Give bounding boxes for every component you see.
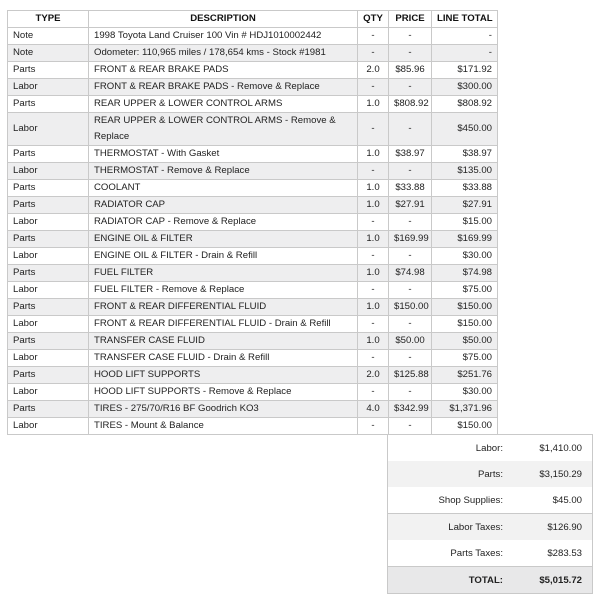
- cell-description: TIRES - Mount & Balance: [89, 418, 358, 435]
- cell-description: HOOD LIFT SUPPORTS: [89, 367, 358, 384]
- cell-type: Labor: [8, 384, 89, 401]
- totals-label: Labor:: [475, 442, 503, 454]
- cell-description: TRANSFER CASE FLUID: [89, 333, 358, 350]
- table-row: [8, 384, 498, 401]
- table-row: [8, 163, 498, 180]
- cell-type: Parts: [8, 367, 89, 384]
- cell-line-total: $30.00: [432, 384, 498, 401]
- cell-line-total: $74.98: [432, 265, 498, 282]
- cell-type: Labor: [8, 113, 89, 146]
- cell-price: $27.91: [389, 197, 432, 214]
- cell-description: COOLANT: [89, 180, 358, 197]
- cell-description: HOOD LIFT SUPPORTS - Remove & Replace: [89, 384, 358, 401]
- table-row: [8, 231, 498, 248]
- cell-price: -: [389, 163, 432, 180]
- column-header-qty: QTY: [358, 11, 389, 28]
- cell-qty: 1.0: [358, 299, 389, 316]
- cell-line-total: $33.88: [432, 180, 498, 197]
- table-row: [8, 282, 498, 299]
- cell-line-total: -: [432, 28, 498, 45]
- cell-qty: 2.0: [358, 62, 389, 79]
- cell-type: Labor: [8, 282, 89, 299]
- cell-description: 1998 Toyota Land Cruiser 100 Vin # HDJ1010002442: [89, 28, 358, 45]
- table-row: [8, 401, 498, 418]
- cell-price: -: [389, 248, 432, 265]
- cell-type: Labor: [8, 418, 89, 435]
- table-row: [8, 265, 498, 282]
- invoice-line-items-table: [7, 10, 498, 435]
- cell-line-total: $135.00: [432, 163, 498, 180]
- cell-price: -: [389, 214, 432, 231]
- cell-type: Parts: [8, 231, 89, 248]
- table-row: [8, 299, 498, 316]
- cell-price: -: [389, 418, 432, 435]
- cell-price: $808.92: [389, 96, 432, 113]
- cell-line-total: $171.92: [432, 62, 498, 79]
- cell-line-total: $808.92: [432, 96, 498, 113]
- cell-qty: -: [358, 45, 389, 62]
- column-header-type: TYPE: [8, 11, 89, 28]
- cell-type: Note: [8, 45, 89, 62]
- cell-price: -: [389, 316, 432, 333]
- cell-type: Parts: [8, 146, 89, 163]
- cell-qty: -: [358, 28, 389, 45]
- cell-qty: -: [358, 316, 389, 333]
- cell-description: THERMOSTAT - Remove & Replace: [89, 163, 358, 180]
- totals-label: Labor Taxes:: [448, 521, 503, 533]
- totals-value: $3,150.29: [539, 468, 582, 480]
- table-row: [8, 146, 498, 163]
- cell-qty: -: [358, 163, 389, 180]
- cell-price: -: [389, 28, 432, 45]
- table-row: [8, 62, 498, 79]
- cell-line-total: $150.00: [432, 418, 498, 435]
- totals-row-labor: [388, 435, 592, 461]
- cell-type: Parts: [8, 265, 89, 282]
- cell-type: Labor: [8, 248, 89, 265]
- cell-price: -: [389, 350, 432, 367]
- table-row: [8, 316, 498, 333]
- cell-qty: -: [358, 248, 389, 265]
- cell-qty: 1.0: [358, 197, 389, 214]
- cell-qty: -: [358, 79, 389, 96]
- cell-price: -: [389, 113, 432, 146]
- table-row: [8, 333, 498, 350]
- cell-line-total: $1,371.96: [432, 401, 498, 418]
- totals-value: $1,410.00: [539, 442, 582, 454]
- totals-value: $283.53: [547, 547, 582, 559]
- cell-line-total: $300.00: [432, 79, 498, 96]
- totals-label: Parts Taxes:: [450, 547, 503, 559]
- cell-description: REAR UPPER & LOWER CONTROL ARMS - Remove & Replace: [89, 113, 358, 146]
- cell-price: $169.99: [389, 231, 432, 248]
- cell-description: ENGINE OIL & FILTER: [89, 231, 358, 248]
- cell-description: FUEL FILTER - Remove & Replace: [89, 282, 358, 299]
- cell-qty: 1.0: [358, 265, 389, 282]
- table-row: [8, 350, 498, 367]
- cell-type: Parts: [8, 180, 89, 197]
- totals-row-shop-supplies: [388, 487, 592, 513]
- cell-line-total: $38.97: [432, 146, 498, 163]
- cell-type: Parts: [8, 299, 89, 316]
- column-header-description: DESCRIPTION: [89, 11, 358, 28]
- cell-type: Labor: [8, 214, 89, 231]
- cell-description: Odometer: 110,965 miles / 178,654 kms - Stock #1981: [89, 45, 358, 62]
- cell-type: Parts: [8, 96, 89, 113]
- cell-type: Labor: [8, 79, 89, 96]
- totals-row-parts: [388, 461, 592, 487]
- cell-type: Labor: [8, 163, 89, 180]
- cell-line-total: $75.00: [432, 282, 498, 299]
- cell-qty: -: [358, 384, 389, 401]
- table-row: [8, 180, 498, 197]
- cell-qty: 2.0: [358, 367, 389, 384]
- table-row: [8, 197, 498, 214]
- table-row: [8, 45, 498, 62]
- cell-type: Parts: [8, 62, 89, 79]
- cell-qty: 4.0: [358, 401, 389, 418]
- cell-description: FRONT & REAR BRAKE PADS: [89, 62, 358, 79]
- cell-price: $150.00: [389, 299, 432, 316]
- grand-total-value: $5,015.72: [539, 574, 582, 586]
- cell-description: TRANSFER CASE FLUID - Drain & Refill: [89, 350, 358, 367]
- cell-line-total: $150.00: [432, 316, 498, 333]
- cell-description: RADIATOR CAP - Remove & Replace: [89, 214, 358, 231]
- table-row: [8, 113, 498, 146]
- totals-row-parts-taxes: [388, 540, 592, 566]
- cell-price: -: [389, 384, 432, 401]
- totals-value: $126.90: [547, 521, 582, 533]
- cell-type: Parts: [8, 401, 89, 418]
- cell-price: $74.98: [389, 265, 432, 282]
- cell-type: Note: [8, 28, 89, 45]
- cell-description: TIRES - 275/70/R16 BF Goodrich KO3: [89, 401, 358, 418]
- cell-qty: -: [358, 113, 389, 146]
- cell-description: FRONT & REAR DIFFERENTIAL FLUID - Drain & Refill: [89, 316, 358, 333]
- totals-value: $45.00: [552, 494, 582, 506]
- cell-price: $38.97: [389, 146, 432, 163]
- cell-qty: 1.0: [358, 180, 389, 197]
- grand-total-label: TOTAL:: [468, 574, 503, 586]
- table-row: [8, 367, 498, 384]
- table-row: [8, 28, 498, 45]
- table-row: [8, 248, 498, 265]
- totals-row-labor-taxes: [388, 513, 592, 540]
- cell-qty: 1.0: [358, 333, 389, 350]
- cell-price: -: [389, 282, 432, 299]
- totals-row-grand-total: [388, 566, 592, 593]
- cell-type: Labor: [8, 316, 89, 333]
- cell-qty: -: [358, 418, 389, 435]
- cell-line-total: $50.00: [432, 333, 498, 350]
- table-row: [8, 418, 498, 435]
- cell-type: Parts: [8, 197, 89, 214]
- line-items-body: [8, 28, 498, 435]
- cell-description: FRONT & REAR BRAKE PADS - Remove & Replace: [89, 79, 358, 96]
- cell-qty: 1.0: [358, 146, 389, 163]
- cell-line-total: $15.00: [432, 214, 498, 231]
- cell-price: $50.00: [389, 333, 432, 350]
- table-row: [8, 79, 498, 96]
- cell-line-total: $75.00: [432, 350, 498, 367]
- cell-price: -: [389, 79, 432, 96]
- cell-description: REAR UPPER & LOWER CONTROL ARMS: [89, 96, 358, 113]
- cell-description: RADIATOR CAP: [89, 197, 358, 214]
- table-row: [8, 96, 498, 113]
- cell-price: $33.88: [389, 180, 432, 197]
- cell-line-total: $169.99: [432, 231, 498, 248]
- cell-qty: 1.0: [358, 231, 389, 248]
- cell-price: $342.99: [389, 401, 432, 418]
- totals-summary: [387, 434, 593, 594]
- cell-price: -: [389, 45, 432, 62]
- cell-line-total: $150.00: [432, 299, 498, 316]
- cell-line-total: $30.00: [432, 248, 498, 265]
- cell-description: THERMOSTAT - With Gasket: [89, 146, 358, 163]
- table-row: [8, 214, 498, 231]
- cell-type: Parts: [8, 333, 89, 350]
- cell-line-total: -: [432, 45, 498, 62]
- cell-price: $125.88: [389, 367, 432, 384]
- table-header-row: [8, 11, 498, 28]
- cell-price: $85.96: [389, 62, 432, 79]
- totals-label: Parts:: [477, 468, 503, 480]
- cell-description: FRONT & REAR DIFFERENTIAL FLUID: [89, 299, 358, 316]
- cell-description: FUEL FILTER: [89, 265, 358, 282]
- cell-line-total: $450.00: [432, 113, 498, 146]
- cell-qty: -: [358, 350, 389, 367]
- cell-qty: 1.0: [358, 96, 389, 113]
- cell-type: Labor: [8, 350, 89, 367]
- cell-qty: -: [358, 282, 389, 299]
- cell-description: ENGINE OIL & FILTER - Drain & Refill: [89, 248, 358, 265]
- column-header-price: PRICE: [389, 11, 432, 28]
- totals-label: Shop Supplies:: [438, 494, 503, 506]
- cell-qty: -: [358, 214, 389, 231]
- column-header-line-total: LINE TOTAL: [432, 11, 498, 28]
- cell-line-total: $251.76: [432, 367, 498, 384]
- cell-line-total: $27.91: [432, 197, 498, 214]
